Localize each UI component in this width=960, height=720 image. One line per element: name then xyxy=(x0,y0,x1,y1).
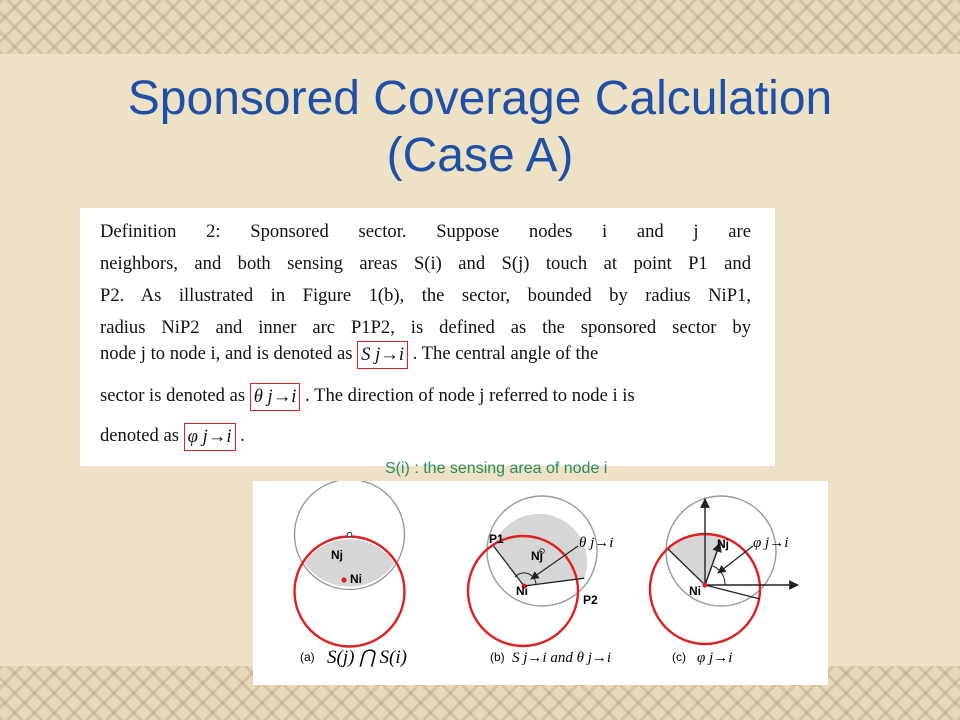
node-i-dot xyxy=(341,577,346,582)
slide-title-line-1: Sponsored Coverage Calculation xyxy=(127,72,833,125)
node-j-dot xyxy=(347,532,352,537)
definition-line-7: denoted as φ j→i . xyxy=(100,420,245,453)
figure-image xyxy=(253,481,828,685)
node-i-dot-c xyxy=(702,582,707,587)
caption-b-tag: (b) xyxy=(490,650,505,664)
definition-line-5-text: node j to node i, and is denoted as xyxy=(100,343,353,364)
label-nj-b: Nj xyxy=(531,549,543,563)
label-theta: θ j→i xyxy=(579,535,614,551)
definition-line-6-text: sector is denoted as xyxy=(100,385,246,406)
central-angle-symbol: θ j→i xyxy=(250,383,301,411)
radius-c-2 xyxy=(705,585,760,599)
slide-title-line-2: (Case A) xyxy=(386,129,574,182)
definition-line-7-text: denoted as xyxy=(100,425,179,446)
caption-a-expr: S(j) ⋂ S(i) xyxy=(327,647,407,668)
label-phi: φ j→i xyxy=(753,535,789,551)
definition-image xyxy=(80,208,775,466)
caption-a-tag: (a) xyxy=(300,650,315,664)
label-nj-c: Nj xyxy=(717,537,729,551)
label-p1: P1 xyxy=(489,532,504,546)
slide-title xyxy=(0,70,960,184)
caption-b-expr: S j→i and θ j→i xyxy=(512,650,612,666)
definition-line-6-tail: . The direction of node j referred to node i is xyxy=(305,385,635,406)
definition-line-1: Definition 2: Sponsored sector. Suppose nodes i and j are xyxy=(100,221,751,242)
definition-line-6 xyxy=(100,380,635,413)
definition-line-3: P2. As illustrated in Figure 1(b), the sector, bounded by radius NiP1, xyxy=(100,285,751,306)
figure-svg xyxy=(253,481,828,685)
panel-a xyxy=(295,481,407,668)
sponsored-sector-symbol: S j→i xyxy=(357,341,408,369)
sensing-area-caption: S(i) : the sensing area of node i xyxy=(385,460,608,477)
label-p2: P2 xyxy=(583,593,598,607)
definition-line-2: neighbors, and both sensing areas S(i) and S(j) touch at point P1 and xyxy=(100,253,751,274)
label-nj: Nj xyxy=(331,548,343,562)
decorative-border-top xyxy=(0,0,960,54)
panel-b xyxy=(468,496,613,666)
caption-c-expr: φ j→i xyxy=(697,650,733,666)
label-ni-b: Ni xyxy=(516,584,528,598)
definition-line-4: radius NiP2 and inner arc P1P2, is defined as the sponsored sector by xyxy=(100,317,751,338)
caption-c-tag: (c) xyxy=(672,650,686,664)
label-ni: Ni xyxy=(350,572,362,586)
definition-line-5 xyxy=(100,338,598,371)
direction-symbol: φ j→i xyxy=(184,423,236,451)
definition-line-5-tail: . The central angle of the xyxy=(412,343,599,364)
panel-c xyxy=(650,496,798,666)
label-ni-c: Ni xyxy=(689,584,701,598)
